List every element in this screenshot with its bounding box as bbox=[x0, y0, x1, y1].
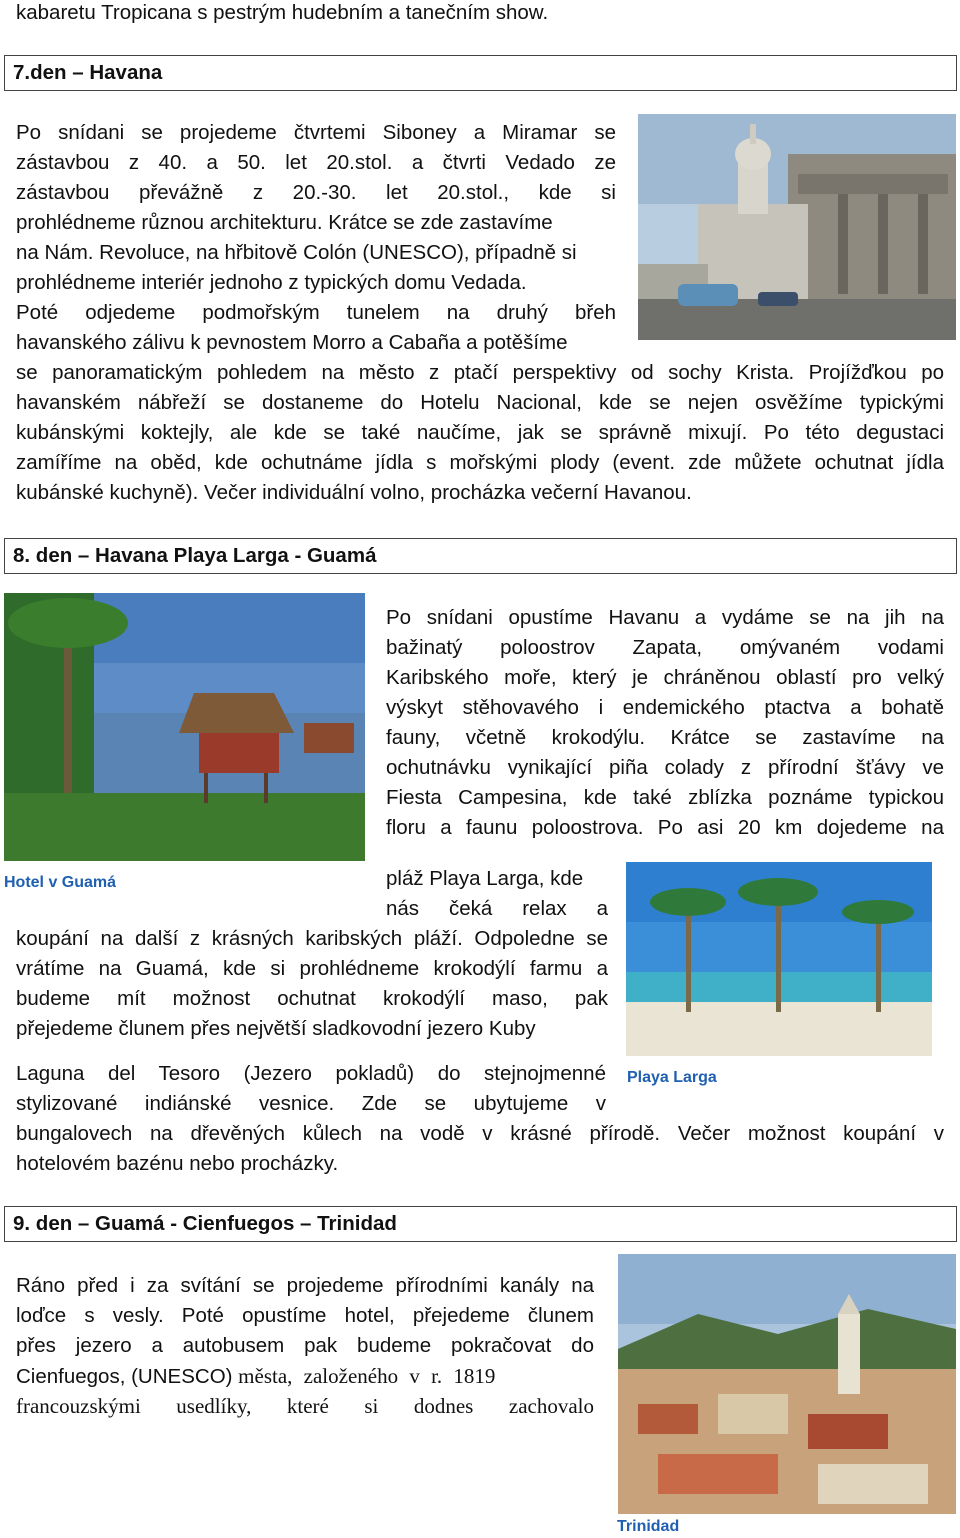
day8-line: přejedeme člunem přes největší sladkovodní jezero Kuby bbox=[16, 1017, 536, 1040]
day8-line: fauny, včetně krokodýlu. Krátce se zastavíme na bbox=[386, 726, 944, 749]
playa-larga-photo bbox=[626, 862, 932, 1056]
day7-line: prohlédneme různou architekturu. Krátce se zde zastavíme bbox=[16, 211, 553, 234]
day7-line: se panoramatickým pohledem na město z ptačí perspektivy od sochy Krista. Projížďkou po bbox=[16, 361, 944, 384]
day9-line: přes jezero a autobusem pak budeme pokračovat do bbox=[16, 1334, 594, 1357]
hotel-guama-photo bbox=[4, 593, 365, 861]
day8-line: hotelovém bazénu nebo procházky. bbox=[16, 1152, 339, 1175]
day9-line-mixed bbox=[16, 1361, 495, 1391]
day7-line: zástavbou převážně z 20.-30. let 20.stol., kde si bbox=[16, 181, 616, 204]
day8-line: koupání na další z krásných karibských pláží. Odpoledne se bbox=[16, 927, 608, 950]
day8-line: ochutnávku vynikající piña colady z přírodní šťávy ve bbox=[386, 756, 944, 779]
day7-line: kubánské kuchyně). Večer individuální volno, procházka večerní Havanou. bbox=[16, 481, 692, 504]
day9-heading: 9. den – Guamá - Cienfuegos – Trinidad bbox=[4, 1206, 957, 1242]
caption-trinidad: Trinidad bbox=[617, 1518, 680, 1535]
trinidad-photo bbox=[618, 1254, 956, 1514]
day8-line: Karibského moře, který je chráněnou oblastí pro velký bbox=[386, 666, 944, 689]
day8-line: budeme mít možnost ochutnat krokodýlí maso, pak bbox=[16, 987, 608, 1010]
caption-playa-larga: Playa Larga bbox=[627, 1069, 717, 1086]
day8-line: Fiesta Campesina, kde také zblízka poznáme typickou bbox=[386, 786, 944, 809]
continuation-line: kabaretu Tropicana s pestrým hudebním a tanečním show. bbox=[16, 1, 549, 24]
day7-line: prohlédneme interiér jednoho z typických domu Vedada. bbox=[16, 271, 527, 294]
day7-line: Poté odjedeme podmořským tunelem na druhý břeh bbox=[16, 301, 616, 324]
day8-line: vrátíme na Guamá, kde si prohlédneme krokodýlí farmu a bbox=[16, 957, 608, 980]
day7-line: havanského zálivu k pevnostem Morro a Cabaña a potěšíme bbox=[16, 331, 568, 354]
day8-line: floru a faunu poloostrova. Po asi 20 km dojedeme na bbox=[386, 816, 944, 839]
day8-line: bungalovech na dřevěných kůlech na vodě v krásné přírodě. Večer možnost koupání v bbox=[16, 1122, 944, 1145]
capitol-havana-photo bbox=[638, 114, 956, 340]
day9-line: Ráno před i za svítání se projedeme přírodními kanály na bbox=[16, 1274, 594, 1297]
day7-heading: 7.den – Havana bbox=[4, 55, 957, 91]
caption-hotel-guama: Hotel v Guamá bbox=[4, 874, 117, 891]
day8-line: pláž Playa Larga, kde bbox=[386, 867, 584, 890]
day9-mixed-serif: města, založeného v r. 1819 bbox=[238, 1364, 496, 1388]
day8-line: bažinatý poloostrov Zapata, omývaném vodami bbox=[386, 636, 944, 659]
day7-line: havanském nábřeží se dostaneme do Hotelu Nacional, kde se nejen osvěžíme typickými bbox=[16, 391, 944, 414]
day8-line: stylizované indiánské vesnice. Zde se ubytujeme v bbox=[16, 1092, 606, 1115]
day7-line: na Nám. Revoluce, na hřbitově Colón (UNESCO), případně si bbox=[16, 241, 577, 264]
day9-mixed-sans: Cienfuegos, (UNESCO) bbox=[16, 1365, 239, 1388]
day8-line: nás čeká relax a bbox=[386, 897, 608, 920]
day9-line: loďce s vesly. Poté opustíme hotel, přejedeme člunem bbox=[16, 1304, 594, 1327]
day8-heading: 8. den – Havana Playa Larga - Guamá bbox=[4, 538, 957, 574]
day7-line: kubánskými koktejly, ale kde se také naučíme, jak se správně mixují. Po této degustaci bbox=[16, 421, 944, 444]
day8-line: Po snídani opustíme Havanu a vydáme se na jih na bbox=[386, 606, 944, 629]
day7-line: Po snídani se projedeme čtvrtemi Siboney a Miramar se bbox=[16, 121, 616, 144]
day8-line: výskyt stěhovavého i endemického ptactva a bohatě bbox=[386, 696, 944, 719]
day8-line: Laguna del Tesoro (Jezero pokladů) do stejnojmenné bbox=[16, 1062, 606, 1085]
day7-line: zamíříme na oběd, kde ochutnáme jídla s mořskými plody (event. zde můžete ochutnat jídla bbox=[16, 451, 944, 474]
day7-line: zástavbou z 40. a 50. let 20.stol. a čtvrti Vedado ze bbox=[16, 151, 616, 174]
day9-line-serif: francouzskými usedlíky, které si dodnes zachovalo bbox=[16, 1394, 594, 1418]
